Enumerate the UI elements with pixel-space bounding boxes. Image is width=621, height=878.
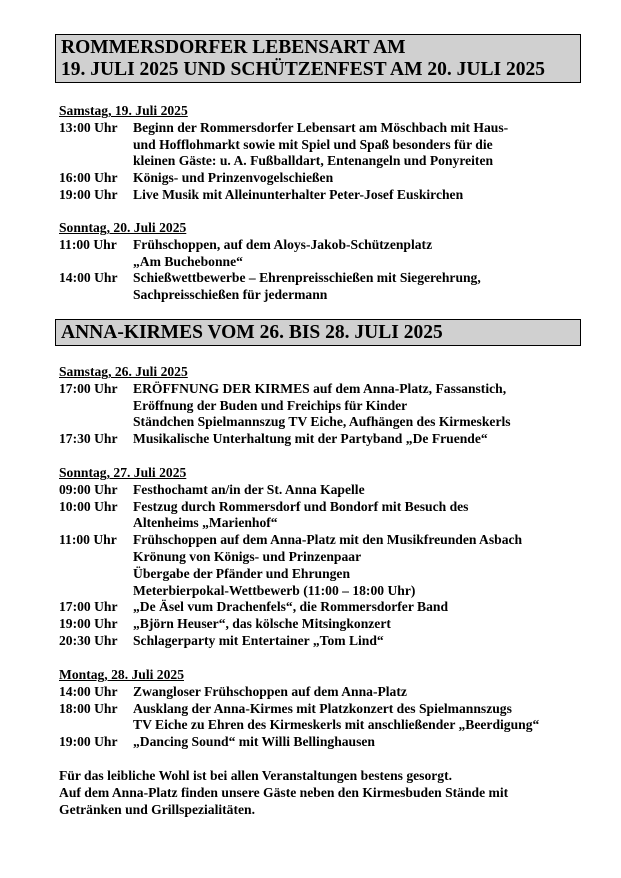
- event-line: Altenheims „Marienhof“: [133, 515, 278, 531]
- event-description: [133, 684, 407, 701]
- event-row: [59, 499, 522, 533]
- event-time: 16:00 Uhr: [59, 170, 118, 186]
- event-time: 14:00 Uhr: [59, 683, 118, 699]
- event-row: [59, 237, 481, 271]
- event-description: [133, 120, 508, 170]
- schedule-section: [59, 667, 539, 751]
- event-description: [133, 482, 365, 499]
- event-row: [59, 684, 539, 701]
- event-row: [59, 599, 522, 616]
- event-description: [133, 599, 448, 616]
- event-time: 09:00 Uhr: [59, 481, 118, 497]
- event-time: 20:30 Uhr: [59, 632, 118, 648]
- event-line: Festhochamt an/in der St. Anna Kapelle: [133, 481, 365, 497]
- event-row: [59, 170, 508, 187]
- event-time: 17:30 Uhr: [59, 431, 118, 447]
- footer-line: Für das leibliche Wohl ist bei allen Veranstaltungen bestens gesorgt.: [59, 768, 452, 783]
- banner-anna-kirmes: [55, 319, 581, 346]
- banner-lebensart-schuetzenfest: [55, 34, 581, 83]
- event-line: Ständchen Spielmannszug TV Eiche, Aufhängen des Kirmeskerls: [133, 414, 511, 430]
- event-description: [133, 237, 432, 271]
- event-time: 10:00 Uhr: [59, 498, 118, 514]
- schedule-section: [59, 465, 522, 650]
- event-description: [133, 270, 481, 304]
- event-row: [59, 482, 522, 499]
- event-description: [133, 701, 539, 735]
- event-row: [59, 616, 522, 633]
- day-heading: Samstag, 19. Juli 2025: [59, 103, 188, 118]
- event-time: 14:00 Uhr: [59, 270, 118, 286]
- event-line: Zwangloser Frühschoppen auf dem Anna-Platz: [133, 683, 407, 699]
- event-line: Meterbierpokal-Wettbewerb (11:00 – 18:00 Uhr): [133, 582, 416, 598]
- event-time: 11:00 Uhr: [59, 236, 117, 252]
- event-description: [133, 431, 488, 448]
- event-description: [133, 616, 391, 633]
- event-line: Festzug durch Rommersdorf und Bondorf mit Besuch des: [133, 498, 469, 514]
- day-heading: Sonntag, 20. Juli 2025: [59, 220, 187, 235]
- event-line: „Björn Heuser“, das kölsche Mitsingkonzert: [133, 616, 391, 632]
- event-line: Königs- und Prinzenvogelschießen: [133, 170, 334, 186]
- event-row: [59, 701, 539, 735]
- event-line: Musikalische Unterhaltung mit der Partyband „De Fruende“: [133, 431, 488, 447]
- event-line: Schießwettbewerbe – Ehrenpreisschießen mit Siegerehrung,: [133, 270, 481, 286]
- event-time: 19:00 Uhr: [59, 186, 118, 202]
- banner-title-line: ANNA-KIRMES VOM 26. BIS 28. JULI 2025: [61, 322, 443, 343]
- event-line: Frühschoppen, auf dem Aloys-Jakob-Schützenplatz: [133, 236, 433, 252]
- event-description: [133, 734, 375, 751]
- schedule-section: [59, 220, 481, 304]
- event-description: [133, 633, 384, 650]
- event-line: ERÖFFNUNG DER KIRMES auf dem Anna-Platz, Fassanstich,: [133, 380, 507, 396]
- event-row: [59, 532, 522, 599]
- event-line: TV Eiche zu Ehren des Kirmeskerls mit anschließender „Beerdigung“: [133, 717, 540, 733]
- event-row: [59, 120, 508, 170]
- footer-line: Getränken und Grillspezialitäten.: [59, 802, 255, 817]
- event-line: Sachpreisschießen für jedermann: [133, 287, 328, 303]
- event-line: „Dancing Sound“ mit Willi Bellinghausen: [133, 734, 375, 750]
- day-heading: Montag, 28. Juli 2025: [59, 667, 184, 682]
- event-row: [59, 431, 511, 448]
- footer-line: Auf dem Anna-Platz finden unsere Gäste neben den Kirmesbuden Stände mit: [59, 785, 509, 800]
- event-line: Frühschoppen auf dem Anna-Platz mit den Musikfreunden Asbach: [133, 532, 523, 548]
- event-description: [133, 381, 511, 431]
- event-time: 19:00 Uhr: [59, 734, 118, 750]
- day-heading: Samstag, 26. Juli 2025: [59, 364, 188, 379]
- event-time: 19:00 Uhr: [59, 616, 118, 632]
- event-description: [133, 499, 468, 533]
- event-line: „De Äsel vum Drachenfels“, die Rommersdorfer Band: [133, 599, 449, 615]
- banner-title-line: ROMMERSDORFER LEBENSART AM: [61, 37, 406, 58]
- footer-note: [59, 767, 508, 818]
- event-line: Krönung von Königs- und Prinzenpaar: [133, 548, 362, 564]
- event-line: Ausklang der Anna-Kirmes mit Platzkonzert des Spielmannszugs: [133, 700, 512, 716]
- event-row: [59, 633, 522, 650]
- event-line: Übergabe der Pfänder und Ehrungen: [133, 565, 351, 581]
- event-time: 17:00 Uhr: [59, 380, 118, 396]
- schedule-section: [59, 364, 511, 448]
- event-time: 17:00 Uhr: [59, 599, 118, 615]
- event-time: 11:00 Uhr: [59, 532, 117, 548]
- event-line: Eröffnung der Buden und Freichips für Kinder: [133, 397, 408, 413]
- event-description: [133, 532, 522, 599]
- event-description: [133, 170, 333, 187]
- event-line: Schlagerparty mit Entertainer „Tom Lind“: [133, 632, 384, 648]
- day-heading: Sonntag, 27. Juli 2025: [59, 465, 187, 480]
- event-line: Live Musik mit Alleinunterhalter Peter-Josef Euskirchen: [133, 186, 464, 202]
- event-time: 18:00 Uhr: [59, 700, 118, 716]
- event-description: [133, 187, 463, 204]
- schedule-section: [59, 103, 508, 204]
- event-line: „Am Buchebonne“: [133, 253, 243, 269]
- event-row: [59, 734, 539, 751]
- event-line: Beginn der Rommersdorfer Lebensart am Möschbach mit Haus-: [133, 119, 509, 135]
- event-line: kleinen Gäste: u. A. Fußballdart, Entenangeln und Ponyreiten: [133, 153, 494, 169]
- banner-title-line: 19. JULI 2025 UND SCHÜTZENFEST AM 20. JULI 2025: [61, 59, 545, 80]
- event-row: [59, 270, 481, 304]
- event-row: [59, 187, 508, 204]
- event-row: [59, 381, 511, 431]
- event-line: und Hofflohmarkt sowie mit Spiel und Spaß besonders für die: [133, 136, 493, 152]
- event-time: 13:00 Uhr: [59, 119, 118, 135]
